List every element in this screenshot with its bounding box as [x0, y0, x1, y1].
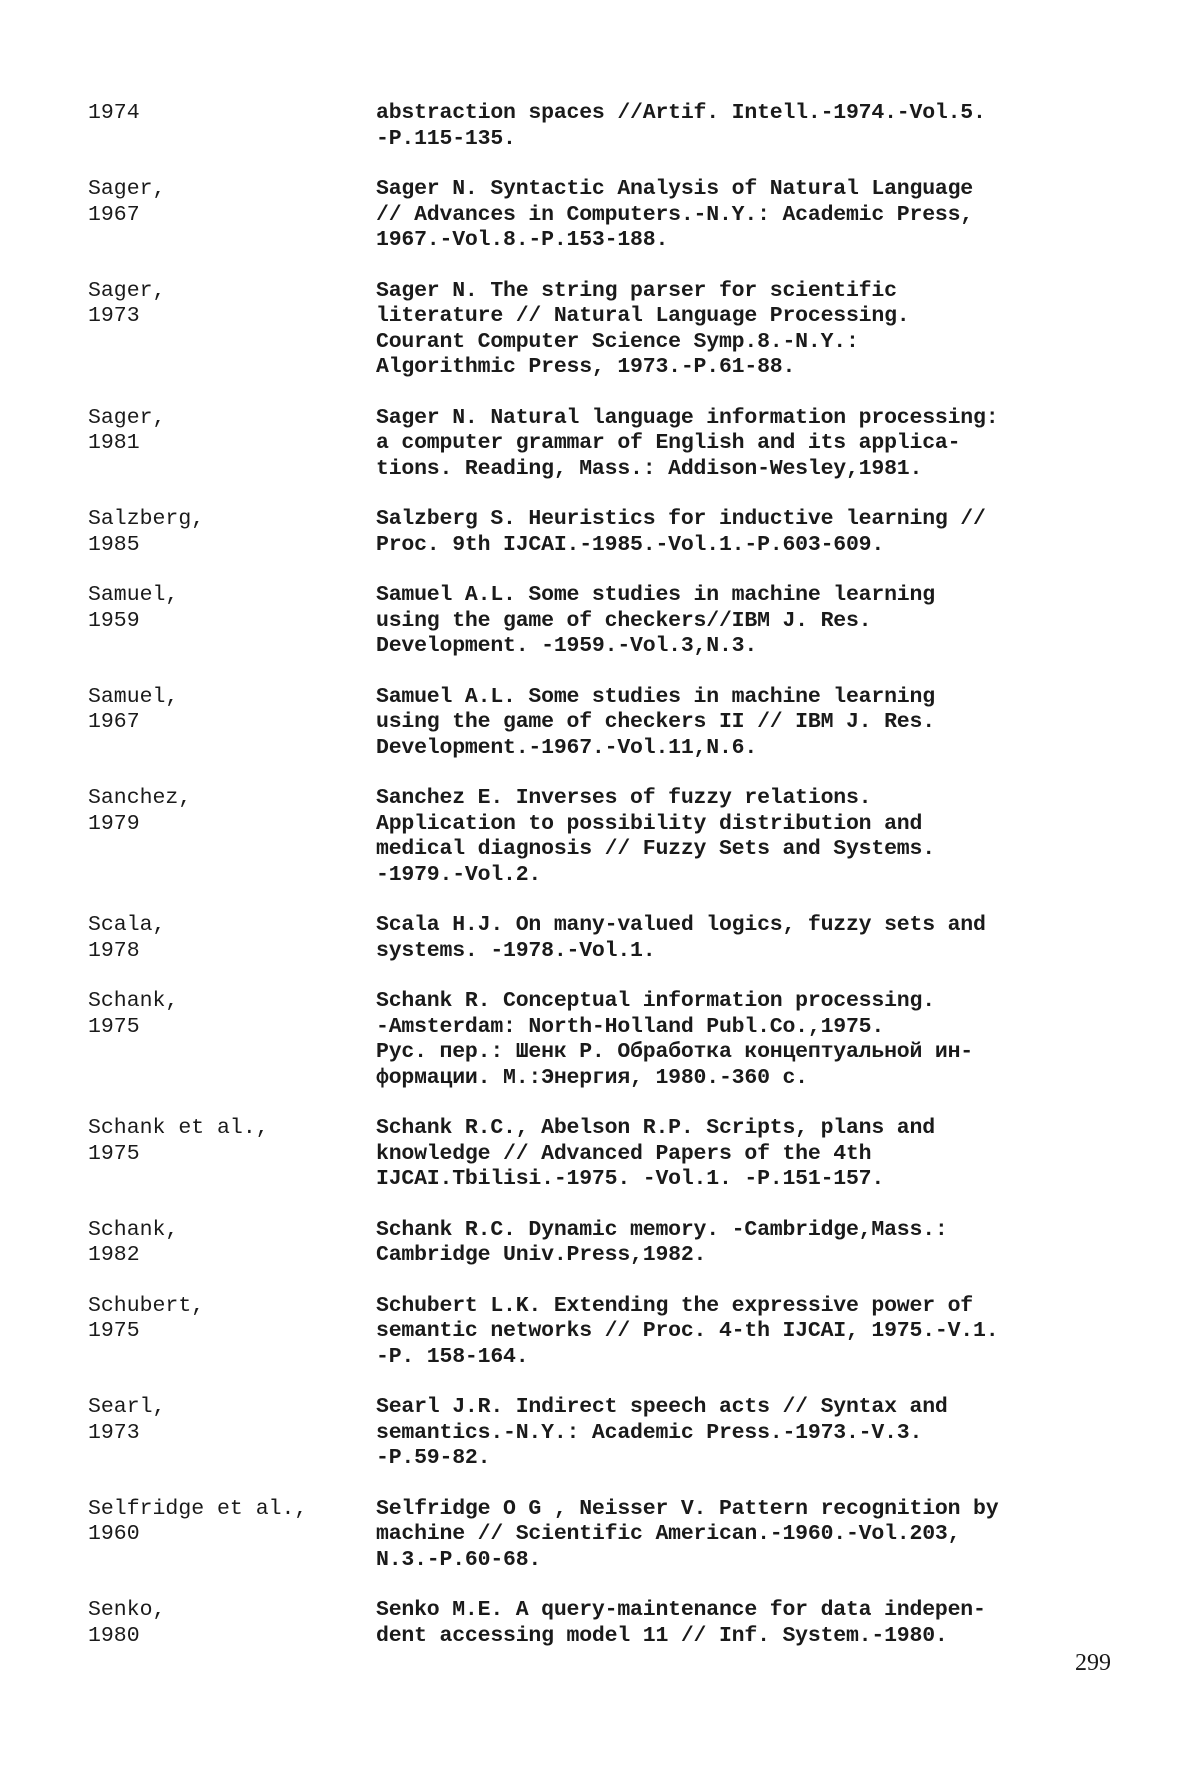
reference-text	[376, 913, 1138, 964]
citation-key-line: 1960	[88, 1522, 140, 1546]
reference-text	[376, 1294, 1138, 1371]
reference-text	[376, 1218, 1138, 1269]
citation-key-line: 1982	[88, 1243, 140, 1267]
citation-key	[88, 177, 376, 254]
reference-line: Salzberg S. Heuristics for inductive learning //	[376, 507, 986, 531]
reference-line: Application to possibility distribution and	[376, 811, 923, 836]
reference-line: knowledge // Advanced Papers of the 4th	[376, 1141, 872, 1166]
citation-key-line: 1975	[88, 1319, 140, 1343]
reference-line: -Amsterdam: North-Holland Publ.Co.,1975.	[376, 1014, 885, 1039]
citation-key	[88, 1497, 376, 1574]
reference-line: -P.115-135.	[376, 126, 516, 151]
citation-key	[88, 1294, 376, 1371]
reference-line: Sager N. The string parser for scientific	[376, 278, 897, 303]
citation-key-line: Sanchez,	[88, 786, 192, 810]
reference-line: // Advances in Computers.-N.Y.: Academic Press,	[376, 202, 973, 227]
citation-key	[88, 913, 376, 964]
citation-key-line: 1981	[88, 431, 140, 455]
reference-line: Development.-1967.-Vol.11,N.6.	[376, 735, 758, 760]
reference-line: using the game of checkers//IBM J. Res.	[376, 608, 872, 633]
bibliography-entry	[88, 1497, 1138, 1574]
citation-key-line: 1985	[88, 532, 140, 557]
citation-key	[88, 507, 376, 558]
reference-line: Senko M.E. A query-maintenance for data indepen-	[376, 1598, 986, 1622]
citation-key	[88, 406, 376, 483]
citation-key	[88, 1116, 376, 1193]
bibliography-entry	[88, 583, 1138, 660]
reference-text	[376, 583, 1138, 660]
bibliography-entry	[88, 101, 1138, 152]
reference-line: N.3.-P.60-68.	[376, 1547, 542, 1572]
citation-key-line: Sager,	[88, 177, 166, 201]
citation-key-line: Sager,	[88, 278, 166, 303]
citation-key-line: 1967	[88, 202, 140, 227]
citation-key	[88, 685, 376, 762]
reference-line: Proc. 9th IJCAI.-1985.-Vol.1.-P.603-609.	[376, 532, 885, 557]
citation-key-line: 1980	[88, 1623, 140, 1648]
bibliography-entry	[88, 1395, 1138, 1472]
reference-text	[376, 279, 1138, 381]
reference-line: Algorithmic Press, 1973.-P.61-88.	[376, 355, 796, 379]
citation-key-line: 1974	[88, 101, 140, 125]
citation-key-line: 1967	[88, 710, 140, 734]
page-number: 299	[1075, 1650, 1111, 1676]
citation-key-line: Samuel,	[88, 583, 179, 607]
citation-key-line: 1978	[88, 938, 140, 963]
reference-line: Samuel A.L. Some studies in machine learning	[376, 684, 935, 709]
bibliography-entry	[88, 685, 1138, 762]
reference-line: a computer grammar of English and its applica-	[376, 431, 961, 455]
bibliography-entry	[88, 507, 1138, 558]
citation-key	[88, 989, 376, 1091]
reference-line: формации. М.:Энергия, 1980.-360 с.	[376, 1065, 808, 1090]
reference-line: Schubert L.K. Extending the expressive power of	[376, 1293, 973, 1318]
bibliography-entry	[88, 177, 1138, 254]
reference-line: semantics.-N.Y.: Academic Press.-1973.-V.3.	[376, 1420, 923, 1445]
reference-line: IJCAI.Tbilisi.-1975. -Vol.1. -P.151-157.	[376, 1167, 885, 1191]
citation-key-line: 1959	[88, 608, 140, 633]
reference-text	[376, 1116, 1138, 1193]
reference-line: Courant Computer Science Symp.8.-N.Y.:	[376, 329, 859, 354]
bibliography-entry	[88, 1116, 1138, 1193]
reference-line: -P. 158-164.	[376, 1344, 529, 1369]
reference-text	[376, 786, 1138, 888]
citation-key-line: Samuel,	[88, 684, 179, 709]
citation-key-line: 1975	[88, 1014, 140, 1039]
citation-key-line: Schank,	[88, 1217, 179, 1242]
citation-key-line: 1979	[88, 811, 140, 836]
reference-text	[376, 989, 1138, 1091]
bibliography-entry	[88, 989, 1138, 1091]
reference-line: Sager N. Syntactic Analysis of Natural Language	[376, 177, 973, 201]
citation-key-line: Schank et al.,	[88, 1116, 269, 1140]
bibliography-entry	[88, 1294, 1138, 1371]
reference-line: dent accessing model 11 // Inf. System.-1980.	[376, 1623, 948, 1648]
reference-line: Cambridge Univ.Press,1982.	[376, 1243, 707, 1267]
bibliography-entry	[88, 913, 1138, 964]
reference-line: 1967.-Vol.8.-P.153-188.	[376, 228, 669, 252]
citation-key	[88, 786, 376, 888]
bibliography-entry	[88, 786, 1138, 888]
reference-line: -P.59-82.	[376, 1446, 491, 1470]
citation-key-line: Schubert,	[88, 1293, 205, 1318]
reference-line: -1979.-Vol.2.	[376, 862, 542, 887]
reference-line: Schank R.C. Dynamic memory. -Cambridge,Mass.:	[376, 1217, 948, 1242]
reference-line: Schank R.C., Abelson R.P. Scripts, plans and	[376, 1116, 935, 1140]
reference-line: machine // Scientific American.-1960.-Vol.203,	[376, 1522, 961, 1546]
citation-key	[88, 1598, 376, 1649]
bibliography-list	[88, 101, 1138, 1674]
reference-line: abstraction spaces //Artif. Intell.-1974.-Vol.5.	[376, 101, 986, 125]
bibliography-entry	[88, 1218, 1138, 1269]
reference-line: using the game of checkers II // IBM J. Res.	[376, 710, 935, 734]
citation-key-line: Sager,	[88, 405, 166, 430]
citation-key	[88, 583, 376, 660]
reference-text	[376, 1598, 1138, 1649]
bibliography-entry	[88, 406, 1138, 483]
bibliography-entry	[88, 1598, 1138, 1649]
reference-line: semantic networks // Proc. 4-th IJCAI, 1975.-V.1.	[376, 1319, 999, 1343]
reference-line: medical diagnosis // Fuzzy Sets and Systems.	[376, 837, 935, 861]
reference-line: systems. -1978.-Vol.1.	[376, 938, 656, 963]
citation-key-line: 1973	[88, 304, 140, 328]
reference-line: Рус. пер.: Шенк Р. Обработка концептуальной ин-	[376, 1040, 973, 1064]
citation-key-line: Salzberg,	[88, 507, 205, 531]
citation-key	[88, 101, 376, 152]
reference-line: Sager N. Natural language information processing:	[376, 405, 999, 430]
reference-text	[376, 685, 1138, 762]
citation-key-line: Searl,	[88, 1395, 166, 1419]
reference-line: Samuel A.L. Some studies in machine learning	[376, 583, 935, 607]
bibliography-entry	[88, 279, 1138, 381]
reference-line: Development. -1959.-Vol.3,N.3.	[376, 634, 758, 658]
reference-line: tions. Reading, Mass.: Addison-Wesley,1981.	[376, 456, 923, 481]
reference-text	[376, 406, 1138, 483]
reference-text	[376, 177, 1138, 254]
reference-text	[376, 101, 1138, 152]
reference-line: Scala H.J. On many-valued logics, fuzzy sets and	[376, 913, 986, 937]
citation-key	[88, 1395, 376, 1472]
citation-key-line: Selfridge et al.,	[88, 1496, 308, 1521]
citation-key-line: 1975	[88, 1141, 140, 1166]
reference-line: Schank R. Conceptual information processing.	[376, 989, 935, 1013]
reference-text	[376, 1497, 1138, 1574]
reference-text	[376, 507, 1138, 558]
citation-key-line: 1973	[88, 1420, 140, 1445]
citation-key-line: Scala,	[88, 913, 166, 937]
reference-line: Searl J.R. Indirect speech acts // Syntax and	[376, 1395, 948, 1419]
citation-key	[88, 279, 376, 381]
reference-line: Selfridge O G , Neisser V. Pattern recognition by	[376, 1496, 999, 1521]
reference-line: Sanchez E. Inverses of fuzzy relations.	[376, 786, 872, 810]
citation-key-line: Schank,	[88, 989, 179, 1013]
reference-line: literature // Natural Language Processing.	[376, 304, 910, 328]
citation-key	[88, 1218, 376, 1269]
citation-key-line: Senko,	[88, 1598, 166, 1622]
reference-text	[376, 1395, 1138, 1472]
